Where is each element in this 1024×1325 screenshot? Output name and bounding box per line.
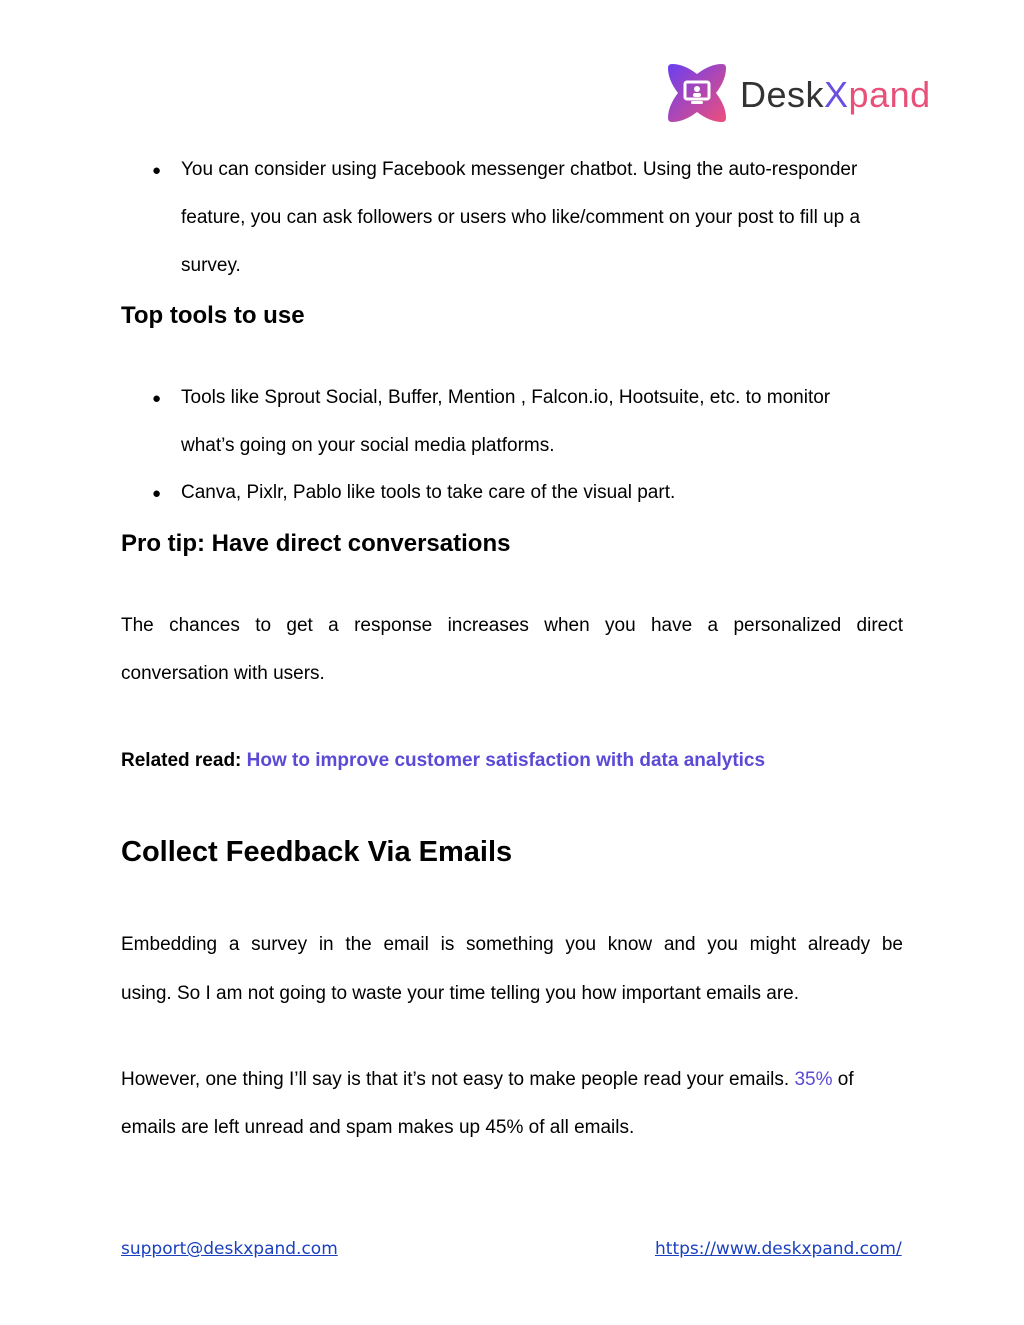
bullet-icon: ● xyxy=(152,485,162,502)
paragraph-line: Embedding a survey in the email is something you know and you might already be xyxy=(121,934,903,955)
paragraph-line: The chances to get a response increases when you have a personalized direct xyxy=(121,615,903,636)
related-read-label: Related read: xyxy=(121,750,242,771)
bullet-icon: ● xyxy=(152,390,162,407)
paragraph-text: However, one thing I’ll say is that it’s not easy to make people read your emails. xyxy=(121,1069,790,1090)
footer-email-link[interactable]: support@deskxpand.com xyxy=(121,1239,338,1259)
brand-wordmark xyxy=(740,74,931,116)
bullet-text-line: what’s going on your social media platforms. xyxy=(181,435,555,456)
brand-part-x: X xyxy=(824,74,849,115)
paragraph-line xyxy=(121,1068,854,1092)
brand-part-pand: pand xyxy=(848,74,931,115)
bullet-text-line: feature, you can ask followers or users who like/comment on your post to fill up a xyxy=(181,207,861,228)
brand-logo xyxy=(664,60,944,130)
heading-collect-feedback: Collect Feedback Via Emails xyxy=(121,836,513,868)
related-read xyxy=(121,749,765,773)
paragraph-text: of xyxy=(837,1069,854,1090)
paragraph-line: conversation with users. xyxy=(121,663,325,684)
bullet-text-line: You can consider using Facebook messenger chatbot. Using the auto-responder xyxy=(181,159,858,180)
bullet-text-line: survey. xyxy=(181,255,241,276)
deskxpand-logo-icon xyxy=(664,60,730,126)
heading-pro-tip: Pro tip: Have direct conversations xyxy=(121,530,511,557)
bullet-text-line: Tools like Sprout Social, Buffer, Mention , Falcon.io, Hootsuite, etc. to monitor xyxy=(181,387,831,408)
footer-website-link[interactable]: https://www.deskxpand.com/ xyxy=(655,1239,902,1259)
paragraph-line: using. So I am not going to waste your time telling you how important emails are. xyxy=(121,983,800,1004)
bullet-text-line: Canva, Pixlr, Pablo like tools to take care of the visual part. xyxy=(181,482,676,503)
bullet-icon: ● xyxy=(152,162,162,179)
heading-top-tools: Top tools to use xyxy=(121,302,305,329)
related-read-link[interactable]: How to improve customer satisfaction with data analytics xyxy=(246,750,766,771)
brand-part-desk: Desk xyxy=(740,74,825,115)
paragraph-line: emails are left unread and spam makes up 45% of all emails. xyxy=(121,1117,635,1138)
stat-link[interactable]: 35% xyxy=(794,1069,833,1090)
